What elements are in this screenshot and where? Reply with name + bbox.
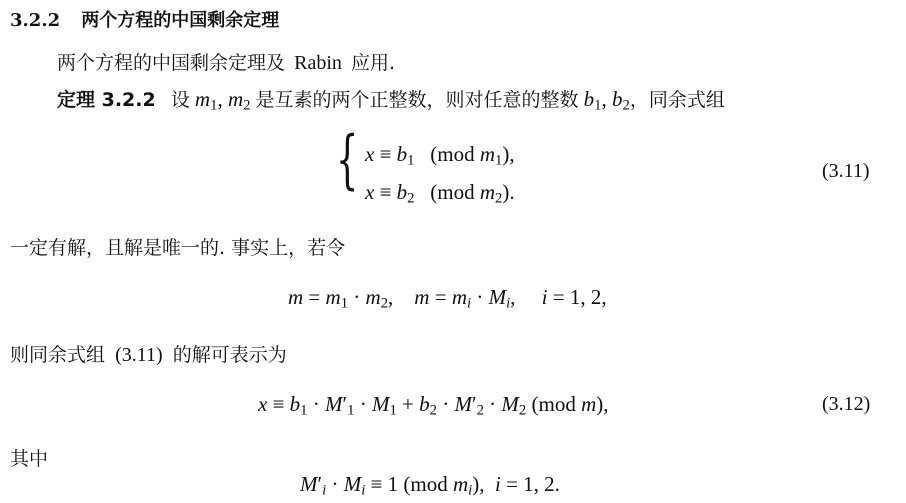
solution-formula: $x \equiv b_1 \cdot M'_1 \cdot M_1 + b_2 \cdot M'_2 \cdot M_2$ (mod m), <box>258 392 609 419</box>
intro-text: 两个方程的中国剩余定理及 <box>57 52 286 74</box>
inverse-definition: $M'_i \cdot M_i \equiv 1$ (mod $m_i$), i = 1, 2. <box>300 472 560 499</box>
paragraph-where: 其中 <box>10 448 49 470</box>
theorem-text-3: ，同余式组 <box>629 89 725 111</box>
paragraph-has-solution: 一定有解，且解是唯一的. 事实上，若令 <box>10 237 346 259</box>
paragraph-solution-text-b: 的解可表示为 <box>172 344 287 366</box>
section-title: 两个方程的中国剩余定理 <box>81 10 280 31</box>
paragraph-solution-form <box>10 340 287 367</box>
equation-number-3-11: (3.11) <box>822 160 870 182</box>
section-number: 3.2.2 <box>10 10 61 31</box>
congruence-2: $x \equiv b_2$ (mod $m_2$). <box>365 180 515 207</box>
theorem-label: 定理 3.2.2 <box>57 89 156 111</box>
left-brace: { <box>336 123 359 197</box>
intro-rabin: Rabin <box>294 52 342 74</box>
equation-number-3-12: (3.12) <box>822 393 871 415</box>
theorem-text-1: 设 <box>170 89 190 111</box>
theorem-residues: $b_1$, $b_2$ <box>583 87 630 114</box>
theorem-statement <box>57 85 725 112</box>
section-heading <box>10 6 279 32</box>
theorem-text-2: 是互素的两个正整数，则对任意的整数 <box>255 89 579 111</box>
intro-application: 应用. <box>350 52 396 74</box>
paragraph-solution-text-a: 则同余式组 <box>10 344 106 366</box>
congruence-1: $x \equiv b_1$ (mod $m_1$), <box>365 142 515 169</box>
equation-reference: (3.11) <box>115 344 163 366</box>
intro-line <box>57 48 395 75</box>
theorem-moduli: $m_1$, $m_2$ <box>194 87 251 114</box>
modulus-definition: $m = m_1 \cdot m_2$, $m = m_i \cdot M_i$, i = 1, 2, <box>288 285 607 312</box>
